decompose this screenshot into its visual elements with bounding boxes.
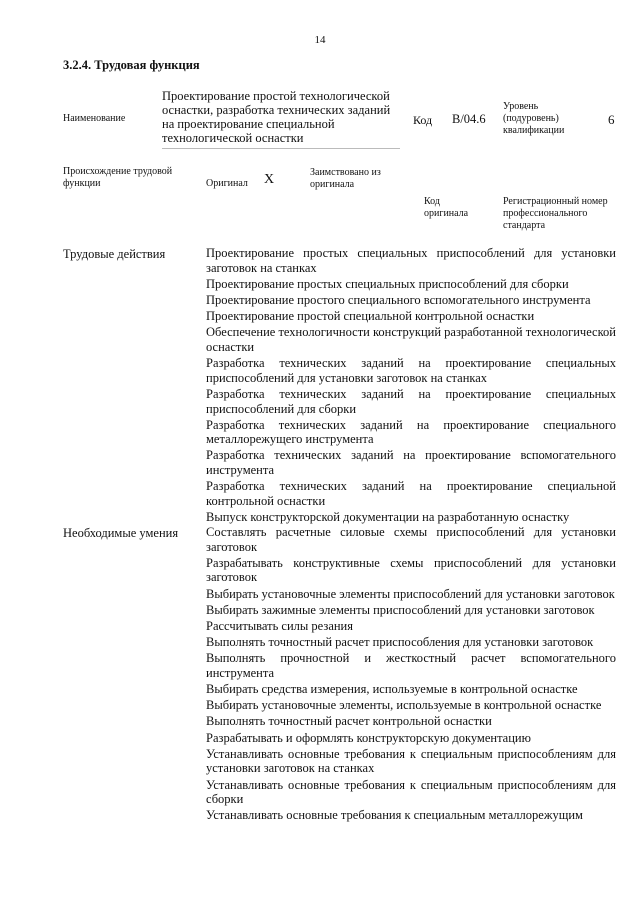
list-item: Выполнять точностный расчет контрольной оснастки xyxy=(206,714,492,729)
list-item: Разработка технических заданий на проектирование специального металлорежущего инструмента xyxy=(206,417,616,447)
qualification-level-label: Уровень (подуровень) квалификации xyxy=(503,101,565,136)
faint-line xyxy=(162,148,400,149)
list-item: Устанавливать основные требования к специальным приспособлениям для установки заготовок на станках xyxy=(206,746,616,776)
list-item: Выбирать установочные элементы, используемые в контрольной оснастке xyxy=(206,698,602,713)
list-item: Выбирать средства измерения, используемые в контрольной оснастке xyxy=(206,682,578,697)
original-label: Оригинал xyxy=(206,178,248,189)
labor-actions-list xyxy=(206,246,616,526)
list-item: Обеспечение технологичности конструкций разработанной технологической оснастки xyxy=(206,325,616,354)
name-value: Проектирование простой технологической оснастки, разработка технических заданий на проектирование специальной технологической оснастки xyxy=(162,89,391,145)
list-item: Составлять расчетные силовые схемы приспособлений для установки заготовок xyxy=(206,525,616,554)
list-item: Разработка технических заданий на проектирование специальных приспособлений для установки заготовок на станках xyxy=(206,356,616,385)
origin-label: Происхождение трудовой функции xyxy=(63,166,173,189)
list-item: Разработка технических заданий на проектирование вспомогательного инструмента xyxy=(206,448,616,478)
list-item: Выполнять прочностной и жесткостный расчет вспомогательного инструмента xyxy=(206,651,616,680)
list-item: Выбирать установочные элементы приспособлений для установки заготовок xyxy=(206,586,615,601)
list-item: Разработка технических заданий на проектирование специальной контрольной оснастки xyxy=(206,479,616,508)
code-value: В/04.6 xyxy=(452,112,486,126)
list-item: Проектирование простых специальных приспособлений для установки заготовок на станках xyxy=(206,246,616,275)
list-item: Выпуск конструкторской документации на разработанную оснастку xyxy=(206,510,570,525)
name-label: Наименование xyxy=(63,113,126,124)
code-label: Код xyxy=(413,113,433,127)
labor-actions-label: Трудовые действия xyxy=(63,247,166,261)
list-item: Устанавливать основные требования к специальным металлорежущим xyxy=(206,808,583,823)
code-original-label: Код оригинала xyxy=(424,196,469,219)
required-skills-label: Необходимые умения xyxy=(63,526,179,540)
page-number: 14 xyxy=(314,34,326,46)
qualification-level-value: 6 xyxy=(608,112,615,127)
list-item: Проектирование простого специального вспомогательного инструмента xyxy=(206,292,591,307)
list-item: Выбирать зажимные элементы приспособлений для установки заготовок xyxy=(206,602,595,617)
registration-number-label: Регистрационный номер профессионального стандарта xyxy=(503,196,608,231)
list-item: Разрабатывать конструктивные схемы приспособлений для установки заготовок xyxy=(206,555,616,585)
list-item: Выполнять точностный расчет приспособления для установки заготовок xyxy=(206,635,594,650)
list-item: Устанавливать основные требования к специальным приспособлениям для сборки xyxy=(206,777,616,807)
section-title: 3.2.4. Трудовая функция xyxy=(63,58,200,72)
list-item: Рассчитывать силы резания xyxy=(206,618,353,633)
list-item: Разрабатывать и оформлять конструкторскую документацию xyxy=(206,730,531,745)
list-item: Проектирование простой специальной контрольной оснастки xyxy=(206,309,535,324)
original-checkmark: Х xyxy=(264,172,275,187)
list-item: Разработка технических заданий на проектирование специальных приспособлений для сборки xyxy=(206,386,616,416)
borrowed-label: Заимствовано из оригинала xyxy=(310,167,381,190)
required-skills-list xyxy=(206,525,616,825)
list-item: Проектирование простых специальных приспособлений для сборки xyxy=(206,276,569,291)
